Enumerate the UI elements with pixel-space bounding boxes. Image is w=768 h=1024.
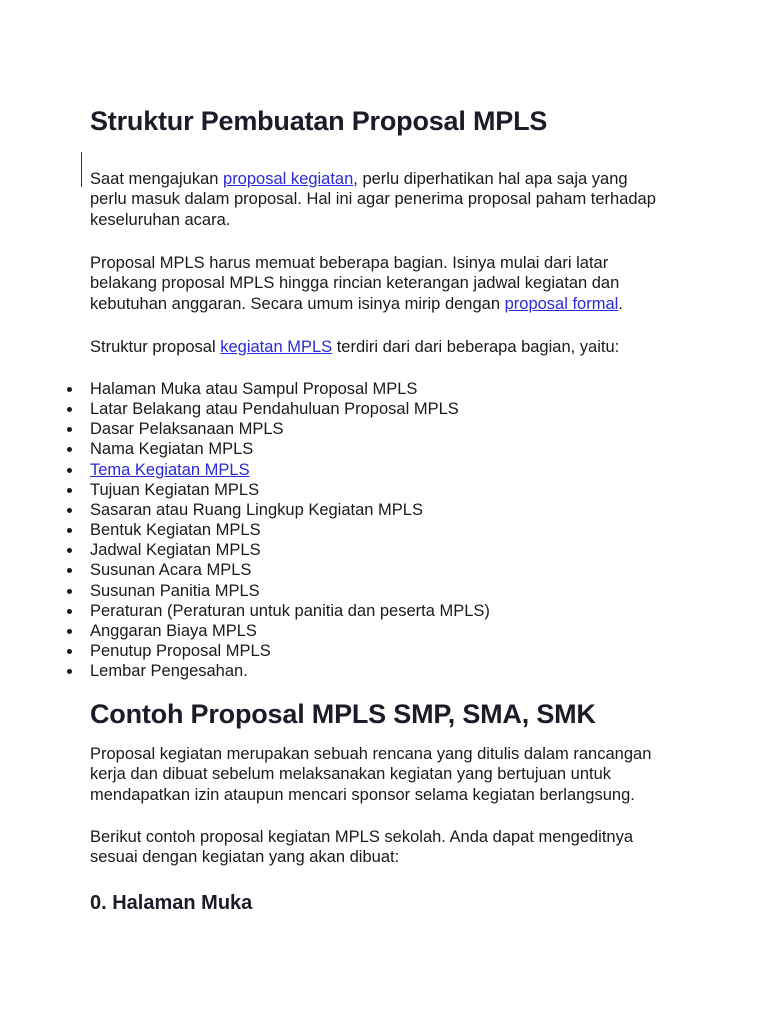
list-item-text: Susunan Panitia MPLS <box>90 581 260 600</box>
link-tema-kegiatan-mpls[interactable]: Tema Kegiatan MPLS <box>90 460 250 479</box>
list-item <box>0 520 700 540</box>
bullet-icon <box>67 387 72 392</box>
bullet-icon <box>67 488 72 493</box>
paragraph-line: keseluruhan acara. <box>90 210 231 229</box>
paragraph-line <box>90 169 690 189</box>
text-segment: , perlu diperhatikan hal apa saja yang <box>353 170 628 188</box>
list-item <box>0 560 700 580</box>
text-segment: . <box>618 294 623 313</box>
list-item <box>0 399 700 419</box>
list-item-text: Halaman Muka atau Sampul Proposal MPLS <box>90 380 418 398</box>
list-item <box>0 419 700 439</box>
list-item-text: Jadwal Kegiatan MPLS <box>90 541 261 560</box>
link-kegiatan-mpls[interactable]: kegiatan MPLS <box>220 338 333 356</box>
bullet-icon <box>67 609 72 614</box>
list-item <box>0 500 700 520</box>
link-proposal-kegiatan[interactable]: proposal kegiatan <box>223 170 354 188</box>
list-item <box>0 480 700 500</box>
list-item <box>0 540 700 560</box>
paragraph-line <box>90 337 690 357</box>
example-intro-paragraph <box>90 827 690 868</box>
list-item-text: Lembar Pengesahan. <box>90 662 248 681</box>
bullet-icon <box>67 589 72 594</box>
text-segment: Saat mengajukan <box>90 170 224 188</box>
paragraph-line: Proposal MPLS harus memuat beberapa bagian. Isinya mulai dari latar <box>90 254 609 272</box>
section-heading-contoh: Contoh Proposal MPLS SMP, SMA, SMK <box>90 699 596 729</box>
text-segment: terdiri dari dari beberapa bagian, yaitu: <box>332 338 620 356</box>
bullet-icon <box>67 649 72 654</box>
text-cursor <box>81 152 82 187</box>
list-item <box>0 661 700 681</box>
intro-paragraph <box>90 169 690 230</box>
page-title: Struktur Pembuatan Proposal MPLS <box>90 106 548 136</box>
paragraph-line: Berikut contoh proposal kegiatan MPLS sekolah. Anda dapat mengeditnya <box>90 828 634 846</box>
list-item-text: Latar Belakang atau Pendahuluan Proposal MPLS <box>90 400 459 419</box>
link-proposal-formal[interactable]: proposal formal <box>504 294 619 313</box>
list-item-text: Nama Kegiatan MPLS <box>90 440 254 459</box>
list-item-text: Dasar Pelaksanaan MPLS <box>90 420 284 439</box>
paragraph-line: mendapatkan izin ataupun mencari sponsor selama kegiatan berlangsung. <box>90 785 635 804</box>
bullet-icon <box>67 468 72 473</box>
list-item <box>0 621 700 641</box>
mpls-sections-paragraph <box>90 253 690 314</box>
bullet-icon <box>67 568 72 573</box>
bullet-icon <box>67 548 72 553</box>
list-item-text: Peraturan (Peraturan untuk panitia dan peserta MPLS) <box>90 601 490 620</box>
list-item-text: Penutup Proposal MPLS <box>90 642 271 661</box>
paragraph-line: perlu masuk dalam proposal. Hal ini agar penerima proposal paham terhadap <box>90 190 656 209</box>
paragraph-line: kerja dan dibuat sebelum melaksanakan kegiatan yang bertujuan untuk <box>90 765 612 784</box>
text-segment: Struktur proposal <box>90 338 221 356</box>
structure-list <box>0 379 700 681</box>
bullet-icon <box>67 407 72 412</box>
list-item <box>0 439 700 459</box>
structure-intro-paragraph <box>90 337 690 357</box>
bullet-icon <box>67 508 72 513</box>
list-item <box>0 379 700 399</box>
paragraph-line: Proposal kegiatan merupakan sebuah rencana yang ditulis dalam rancangan <box>90 745 652 763</box>
list-item <box>0 641 700 661</box>
paragraph-line: belakang proposal MPLS hingga rincian keterangan jadwal kegiatan dan <box>90 274 620 293</box>
list-item-text: Sasaran atau Ruang Lingkup Kegiatan MPLS <box>90 500 423 519</box>
list-item-text: Bentuk Kegiatan MPLS <box>90 521 261 540</box>
bullet-icon <box>67 447 72 452</box>
proposal-definition-paragraph <box>90 744 690 805</box>
list-item-text: Susunan Acara MPLS <box>90 561 252 580</box>
paragraph-line: sesuai dengan kegiatan yang akan dibuat: <box>90 848 400 867</box>
paragraph-line <box>90 294 690 314</box>
list-item-text: Anggaran Biaya MPLS <box>90 621 257 640</box>
bullet-icon <box>67 669 72 674</box>
subsection-heading-halaman-muka: 0. Halaman Muka <box>90 892 253 914</box>
text-segment: kebutuhan anggaran. Secara umum isinya mirip dengan <box>90 294 505 313</box>
list-item <box>0 581 700 601</box>
list-item-text: Tujuan Kegiatan MPLS <box>90 480 260 499</box>
bullet-icon <box>67 528 72 533</box>
list-item <box>0 601 700 621</box>
list-item <box>0 460 700 480</box>
bullet-icon <box>67 427 72 432</box>
bullet-icon <box>67 629 72 634</box>
